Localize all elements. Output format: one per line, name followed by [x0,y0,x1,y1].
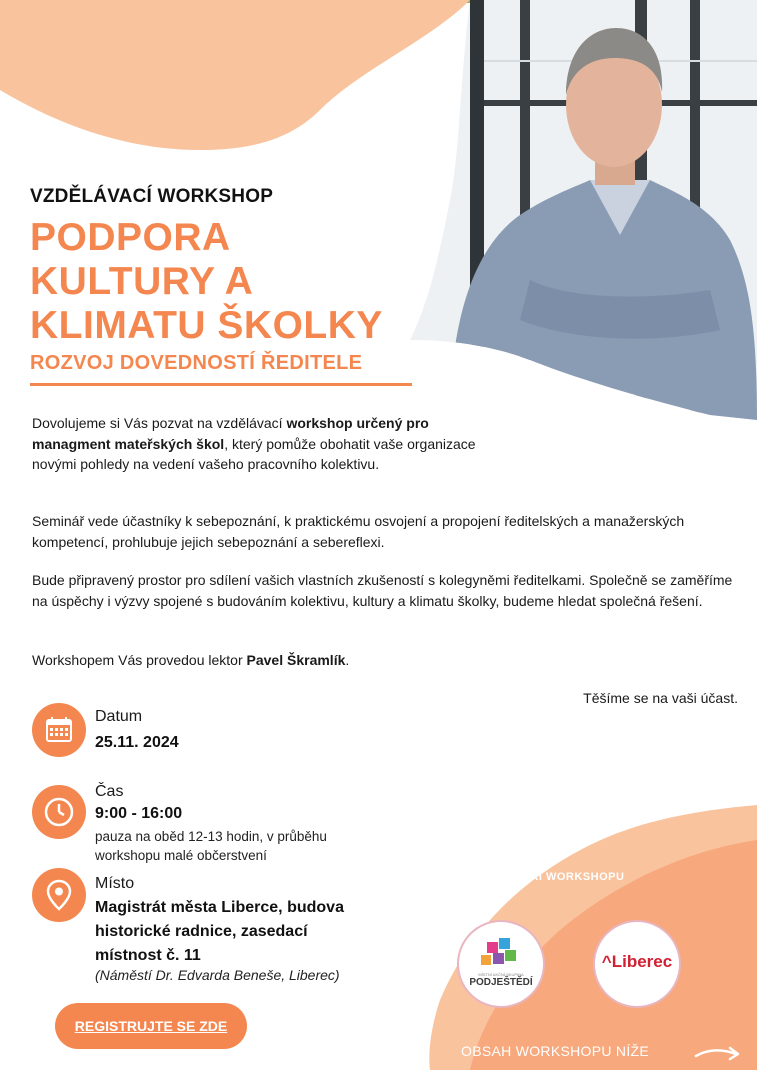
partner-2-name: ^Liberec [601,952,673,971]
date-label: Datum [95,708,143,725]
time-note: pauza na oběd 12-13 hodin, v průběhu workshopu malé občerstvení [95,829,327,863]
page-title [30,216,383,348]
partner-1-name: PODJEŠTĚDÍ [469,977,533,988]
time-label: Čas [95,783,124,800]
location-pin-icon [32,868,86,922]
lecturer-photo [410,0,757,420]
lecturer-text-a: Workshopem Vás provedou lektor [32,652,247,668]
partners-title: PARTNEŘI WORKSHOPU [483,871,625,883]
subtitle-underline [30,383,412,386]
register-button[interactable]: REGISTRUJTE SE ZDE [55,1003,247,1049]
intro-text-c: , který pomůže obohatit vaše organizace novými pohledy na vedení vašeho pracovního kolektivu. [32,435,476,472]
workshop-content-link[interactable]: OBSAH WORKSHOPU NÍŽE [461,1043,650,1059]
partner-logo-mas-podjestedi[interactable] [457,920,545,1008]
place-value: Magistrát města Liberce, budova historické radnice, zasedací místnost č. 11 [95,899,344,964]
title-line-3: KLIMATU ŠKOLKY [30,304,383,347]
seminar-paragraph: Seminář vede účastníky k sebepoznání, k praktickému osvojení a propojení ředitelských a manažerských kompetencí, prohlubuje jejich sebepoznání a sebereflexi. [32,513,685,550]
intro-text-a: Dovolujeme si Vás pozvat na vzdělávací [32,415,287,431]
time-value: 9:00 - 16:00 [95,805,183,822]
puzzle-logo-icon [459,922,543,1006]
calendar-icon [32,703,86,757]
intro-text-bold: workshop určený pro managment mateřských škol [32,415,429,452]
title-line-1: PODPORA [30,216,231,259]
title-line-2: KULTURY A [30,260,254,303]
lecturer-name: Pavel Škramlík [246,652,346,668]
place-address: (Náměstí Dr. Edvarda Beneše, Liberec) [95,967,340,983]
lecturer-text-c: . [345,652,350,668]
partner-logo-liberec[interactable] [593,920,681,1008]
lecturer-photo-illustration [410,0,757,420]
clock-icon [32,785,86,839]
event-kicker: VZDĚLÁVACÍ WORKSHOP [30,186,274,207]
date-value: 25.11. 2024 [95,734,179,751]
lecturer-paragraph [32,650,632,671]
arrow-right-icon [694,1040,744,1064]
sharing-paragraph: Bude připravený prostor pro sdílení vašich vlastních zkušeností s kolegyněmi ředitelkami. Společně se zaměříme na úspěchy i výzvy spojené s budováním kolektivu, kultury a klimatu školky, budeme hledat společná řešení. [32,572,733,609]
intro-paragraph [32,413,492,475]
page-subtitle: ROZVOJ DOVEDNOSTÍ ŘEDITELE [30,352,363,374]
place-label: Místo [95,875,135,892]
closing-line: Těšíme se na vaši účast. [583,690,738,706]
partner-1-subtitle: MÍSTNÍ AKČNÍ SKUPINA [478,972,524,977]
